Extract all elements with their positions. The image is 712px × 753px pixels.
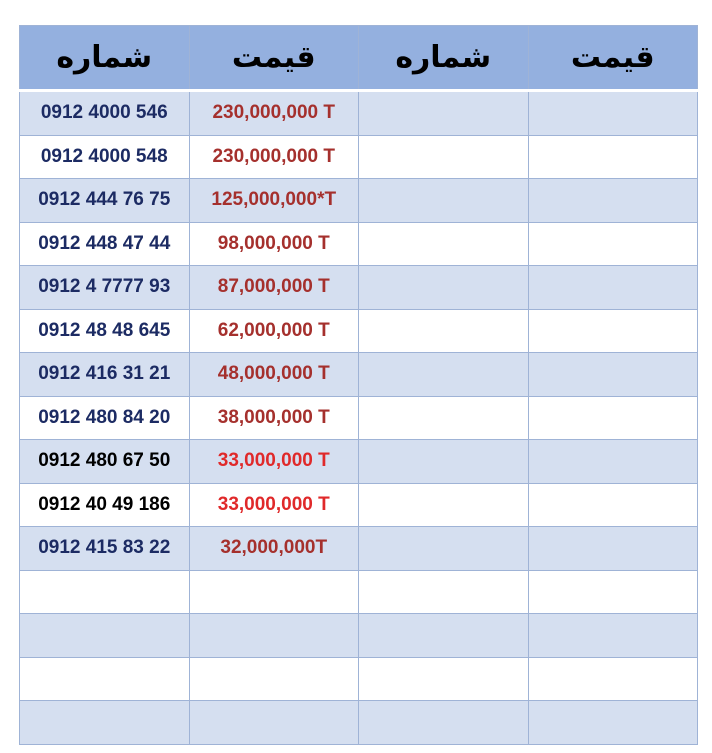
price-cell: 230,000,000 T [189,91,359,136]
price-table [19,25,698,745]
empty-cell [359,527,529,571]
number-cell: 0912 480 84 20 [20,396,190,440]
number-cell: 0912 4000 548 [20,135,190,179]
table-row [20,440,698,484]
price-cell: 38,000,000 T [189,396,359,440]
empty-cell [528,483,698,527]
table-body [20,91,698,745]
number-cell: 0912 448 47 44 [20,222,190,266]
empty-cell [528,309,698,353]
empty-cell [359,440,529,484]
table-row [20,483,698,527]
price-cell: 230,000,000 T [189,135,359,179]
empty-cell [189,614,359,658]
empty-cell [359,353,529,397]
empty-cell [528,657,698,701]
number-cell: 0912 480 67 50 [20,440,190,484]
empty-cell [359,570,529,614]
empty-cell [359,483,529,527]
empty-cell [359,701,529,745]
empty-cell [189,701,359,745]
empty-cell [359,396,529,440]
price-cell: 125,000,000*T [189,179,359,223]
empty-row [20,701,698,745]
number-cell: 0912 416 31 21 [20,353,190,397]
header-price-left: قیمت [189,26,359,91]
table-row [20,222,698,266]
empty-row [20,614,698,658]
header-number-right: شماره [359,26,529,91]
empty-cell [189,657,359,701]
number-cell: 0912 415 83 22 [20,527,190,571]
table-row [20,266,698,310]
empty-cell [359,614,529,658]
number-cell: 0912 4000 546 [20,91,190,136]
empty-cell [359,657,529,701]
price-cell: 33,000,000 T [189,440,359,484]
empty-cell [528,570,698,614]
empty-cell [528,440,698,484]
empty-cell [528,701,698,745]
empty-cell [359,135,529,179]
table-row [20,353,698,397]
price-cell: 87,000,000 T [189,266,359,310]
empty-cell [528,353,698,397]
table-row [20,135,698,179]
empty-cell [20,701,190,745]
price-cell: 48,000,000 T [189,353,359,397]
header-number-left: شماره [20,26,190,91]
header-row [20,26,698,91]
table-row [20,309,698,353]
empty-cell [528,527,698,571]
empty-cell [20,570,190,614]
table-header [20,26,698,91]
price-cell: 62,000,000 T [189,309,359,353]
number-cell: 0912 444 76 75 [20,179,190,223]
header-price-right: قیمت [528,26,698,91]
number-cell: 0912 40 49 186 [20,483,190,527]
empty-cell [20,614,190,658]
empty-cell [359,309,529,353]
empty-cell [528,222,698,266]
empty-cell [359,222,529,266]
empty-cell [528,179,698,223]
number-cell: 0912 4 7777 93 [20,266,190,310]
price-cell: 33,000,000 T [189,483,359,527]
empty-row [20,570,698,614]
table-row [20,527,698,571]
table-row [20,396,698,440]
empty-cell [528,614,698,658]
price-cell: 98,000,000 T [189,222,359,266]
empty-cell [359,91,529,136]
empty-cell [528,396,698,440]
empty-cell [189,570,359,614]
table-row [20,91,698,136]
table-row [20,179,698,223]
empty-cell [528,91,698,136]
number-cell: 0912 48 48 645 [20,309,190,353]
empty-cell [528,266,698,310]
empty-row [20,657,698,701]
empty-cell [20,657,190,701]
empty-cell [359,266,529,310]
price-cell: 32,000,000T [189,527,359,571]
empty-cell [528,135,698,179]
empty-cell [359,179,529,223]
